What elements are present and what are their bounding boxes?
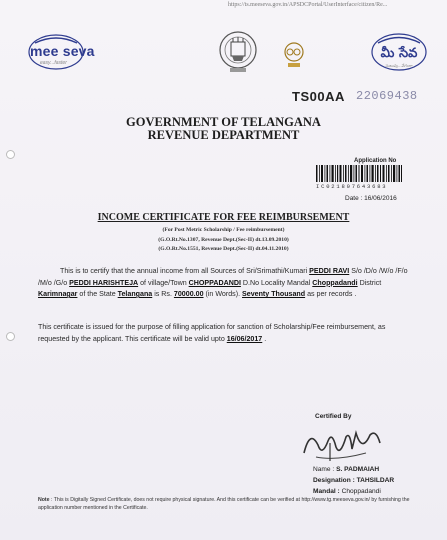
certificate-title: INCOME CERTIFICATE FOR FEE REIMBURSEMENT [97, 212, 350, 223]
body-text: (in Words). [203, 290, 243, 298]
anniversary-emblem-icon [283, 40, 305, 70]
telugu-logo-tagline: సులువు...వేగంగా [385, 63, 413, 68]
income-amount: 70000.00 [173, 290, 204, 298]
certified-by-label: Certified By [315, 413, 352, 420]
certificate-serial: 22069438 [356, 89, 418, 103]
signatory-designation-label: Designation : [313, 477, 357, 484]
signature-icon [296, 423, 386, 465]
certificate-subtitle: (For Post Metric Scholarship / Fee reimbursement) [162, 227, 285, 233]
village-name: CHOPPADANDI [188, 278, 241, 287]
body-text: of village/Town [138, 278, 189, 287]
application-number: IC021807643683 [316, 183, 388, 190]
meeseva-telugu-logo [370, 30, 428, 74]
signatory-mandal-label: Mandal : [313, 488, 342, 495]
signatory-designation: TAHSILDAR [356, 477, 395, 484]
signatory-mandal: Choppadandi [341, 488, 381, 495]
print-url: https://ts.meeseva.gov.in/APSDCPortal/UserInterface/citizen/Re... [228, 2, 388, 8]
certification-paragraph [38, 266, 414, 301]
government-order-1: (G.O.Rt.No.1307, Revenue Dept.(Sec-II) dt.13.09.2010) [158, 237, 289, 243]
body-text: District [357, 278, 382, 287]
punch-hole [6, 150, 15, 159]
body-text: This certificate is issued for the purpose of filling application for sanction of Scholarship/Fee reimbursement, as requested by the applicant. This certificate will be valid upto [38, 323, 386, 343]
barcode-icon [316, 165, 402, 182]
meeseva-logo-tagline: easy...faster [40, 60, 67, 66]
government-order-2: (G.O.Rt.No.1551, Revenue Dept.(Sec-II) dt.04.11.2010) [158, 246, 289, 252]
department-heading: REVENUE DEPARTMENT [147, 128, 300, 142]
meeseva-logo-text: mee seva [30, 43, 95, 59]
note-text: : This is Digitally Signed Certificate, does not require physical signature. And this certificate can be verified at http://www.tg.meeseva.gov.in/ by furnishing the application number mentioned in the Certificate. [38, 497, 410, 511]
certificate-code: TS00AA [292, 89, 345, 104]
purpose-paragraph [38, 322, 414, 345]
note-label: Note [38, 497, 50, 503]
body-text: S/o /D/o /W/o /F/o /M/o /G/o [38, 267, 408, 287]
mandal-name: Choppadandi [312, 278, 358, 287]
district-name: Karimnagar [38, 290, 78, 298]
income-amount-words: Seventy Thousand [242, 290, 306, 298]
body-text: . [262, 334, 267, 343]
body-text: as per records . [305, 290, 357, 298]
issue-date: Date : 16/06/2016 [345, 195, 397, 202]
application-number-label: Application No [354, 158, 397, 164]
punch-hole [6, 332, 15, 341]
parent-name: PEDDI RAVI [309, 267, 350, 275]
body-text: D.No Locality Mandal [240, 278, 313, 287]
signatory-name: S. PADMAIAH [336, 466, 380, 473]
government-heading: GOVERNMENT OF TELANGANA [126, 115, 321, 129]
applicant-name: PEDDI HARISHTEJA [69, 278, 139, 287]
validity-date: 16/06/2017 [226, 334, 263, 343]
body-text: of the State [77, 290, 118, 298]
state-name: Telangana [117, 290, 153, 298]
signatory-designation-row [313, 477, 394, 484]
telangana-emblem-icon [218, 30, 258, 74]
body-text: This is to certify that the annual income from all Sources of Sri/Srimathi/Kumari [60, 267, 310, 275]
signatory-mandal-row [313, 488, 381, 495]
verification-note [38, 497, 428, 512]
body-text: is Rs. [152, 290, 174, 298]
telugu-logo-text: మీ సేవ [380, 46, 418, 61]
signatory-name-row [313, 466, 379, 473]
signatory-name-label: Name : [313, 466, 337, 473]
